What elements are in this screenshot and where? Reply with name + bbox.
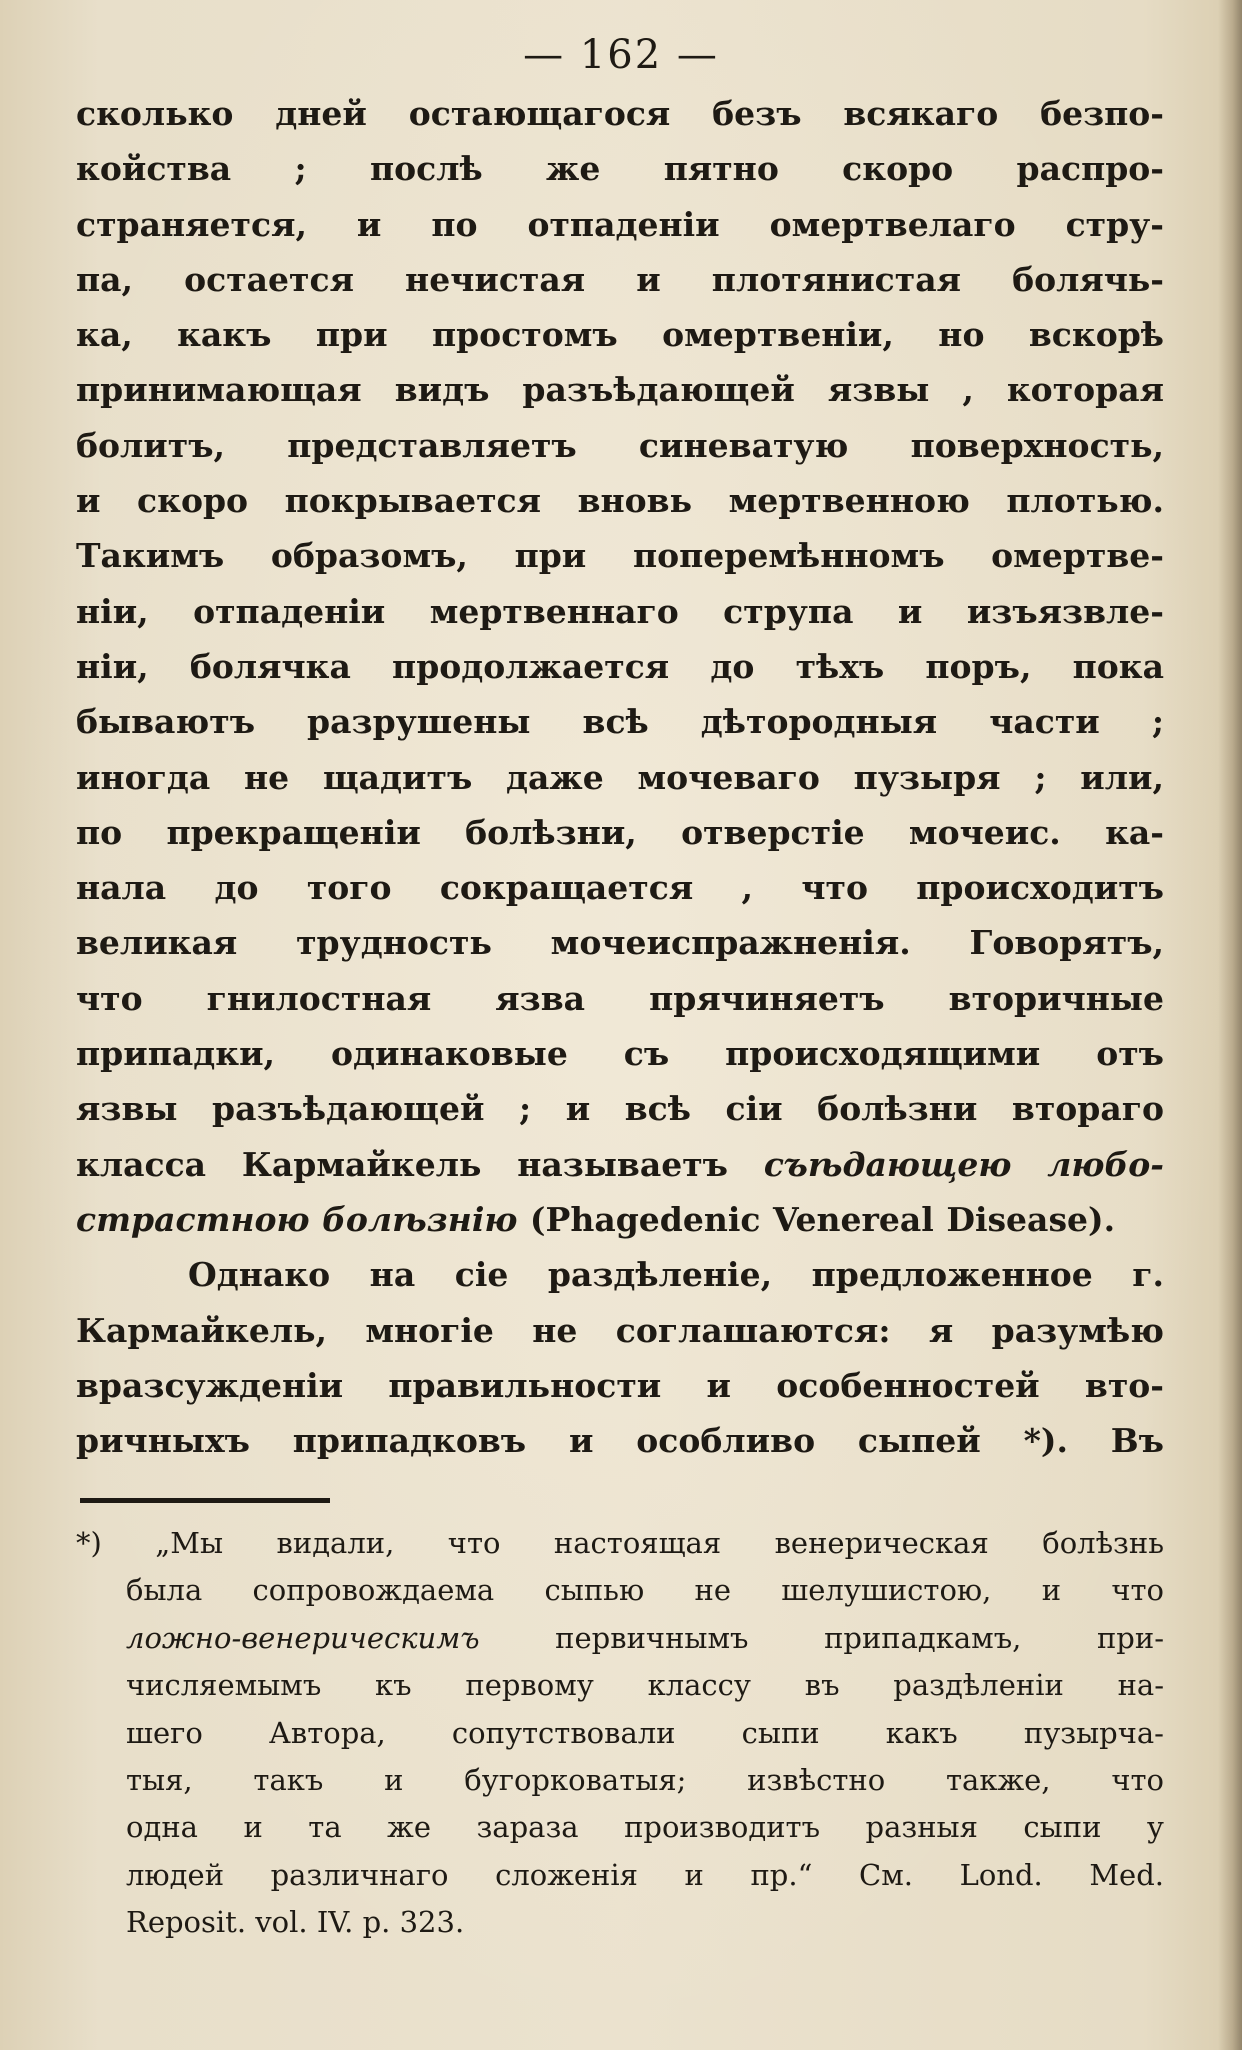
- footnote-line: [76, 1615, 1164, 1662]
- text-line: сколько дней остающагося безъ всякаго безпо-: [76, 94, 1164, 133]
- text-line: нала до того сокращается , что происходитъ: [76, 868, 1164, 908]
- text-line: принимающая видъ разъѣдающей язвы , которая: [76, 370, 1164, 410]
- text-line: па, остается нечистая и плотянистая болячь-: [76, 259, 1164, 299]
- text-run: первичнымъ припадкамъ, при-: [479, 1620, 1164, 1655]
- text-line: припадки, одинаковые съ происходящими отъ: [76, 1034, 1164, 1074]
- text-run: класса Кармайкель называетъ: [76, 1144, 764, 1184]
- text-line: великая трудность мочеиспражненія. Говорятъ,: [76, 923, 1164, 963]
- footnote-line: одна и та же зараза производитъ разныя сыпи у: [126, 1810, 1164, 1845]
- italic-term: страстною болѣзнію: [76, 1199, 518, 1239]
- text-line: по прекращеніи болѣзни, отверстіе мочеис. ка-: [76, 812, 1164, 852]
- footnote-line: Reposit. vol. IV. p. 323.: [126, 1905, 465, 1940]
- page-edge-shadow: [1218, 0, 1242, 2050]
- text-line: ніи, отпаденіи мертвеннаго струпа и изъязвле-: [76, 591, 1164, 631]
- footnote-line: людей различнаго сложенія и пр.“ См. Lond. Med.: [126, 1857, 1164, 1892]
- text-line: Такимъ образомъ, при поперемѣнномъ омертве-: [76, 536, 1164, 576]
- text-line: язвы разъѣдающей ; и всѣ сіи болѣзни втораго: [76, 1089, 1164, 1129]
- text-line: страняется, и по отпаденіи омертвелаго стру-: [76, 204, 1164, 244]
- footnote-line: тыя, такъ и бугорковатыя; извѣстно также, что: [126, 1762, 1164, 1797]
- text-line: вразсужденіи правильности и особенностей вто-: [76, 1365, 1164, 1405]
- italic-term: ложно-венерическимъ: [126, 1620, 480, 1655]
- text-line: что гнилостная язва прячиняетъ вторичные: [76, 978, 1164, 1018]
- text-run: (Phagedenic Venereal Disease).: [517, 1199, 1116, 1239]
- text-line: ка, какъ при простомъ омертвеніи, но вскорѣ: [76, 315, 1164, 355]
- footnote-line: была сопровождаема сыпью не шелушистою, и что: [126, 1573, 1164, 1608]
- text-line: Кармайкель, многіе не соглашаются: я разумѣю: [76, 1310, 1164, 1350]
- text-line: болитъ, представляетъ синеватую поверхность,: [76, 425, 1164, 465]
- text-line: иногда не щадитъ даже мочеваго пузыря ; или,: [76, 757, 1164, 797]
- footnote: [76, 1520, 1164, 1947]
- text-line: ричныхъ припадковъ и особливо сыпей *). Въ: [76, 1421, 1164, 1461]
- text-line: [76, 1137, 1164, 1192]
- text-line: [76, 1192, 1164, 1247]
- italic-term: съѣдающею любо-: [763, 1144, 1164, 1184]
- paragraph-start: Однако на сіе раздѣленіе, предложенное г.: [188, 1255, 1164, 1295]
- footnote-line: числяемымъ къ первому классу въ раздѣленіи на-: [126, 1668, 1164, 1703]
- main-text: [76, 86, 1164, 1468]
- text-line: койства ; послѣ же пятно скоро распро-: [76, 149, 1164, 189]
- footnote-divider: [80, 1498, 330, 1503]
- footnote-line: *) „Мы видали, что настоящая венерическая болѣзнь: [76, 1526, 1164, 1560]
- text-line: бываютъ разрушены всѣ дѣтородныя части ;: [76, 702, 1164, 742]
- footnote-line: шего Автора, сопутствовали сыпи какъ пузырча-: [126, 1715, 1164, 1750]
- page-number: — 162 —: [523, 32, 719, 78]
- text-line: ніи, болячка продолжается до тѣхъ поръ, пока: [76, 646, 1164, 686]
- text-line: и скоро покрывается вновь мертвенною плотью.: [76, 481, 1164, 521]
